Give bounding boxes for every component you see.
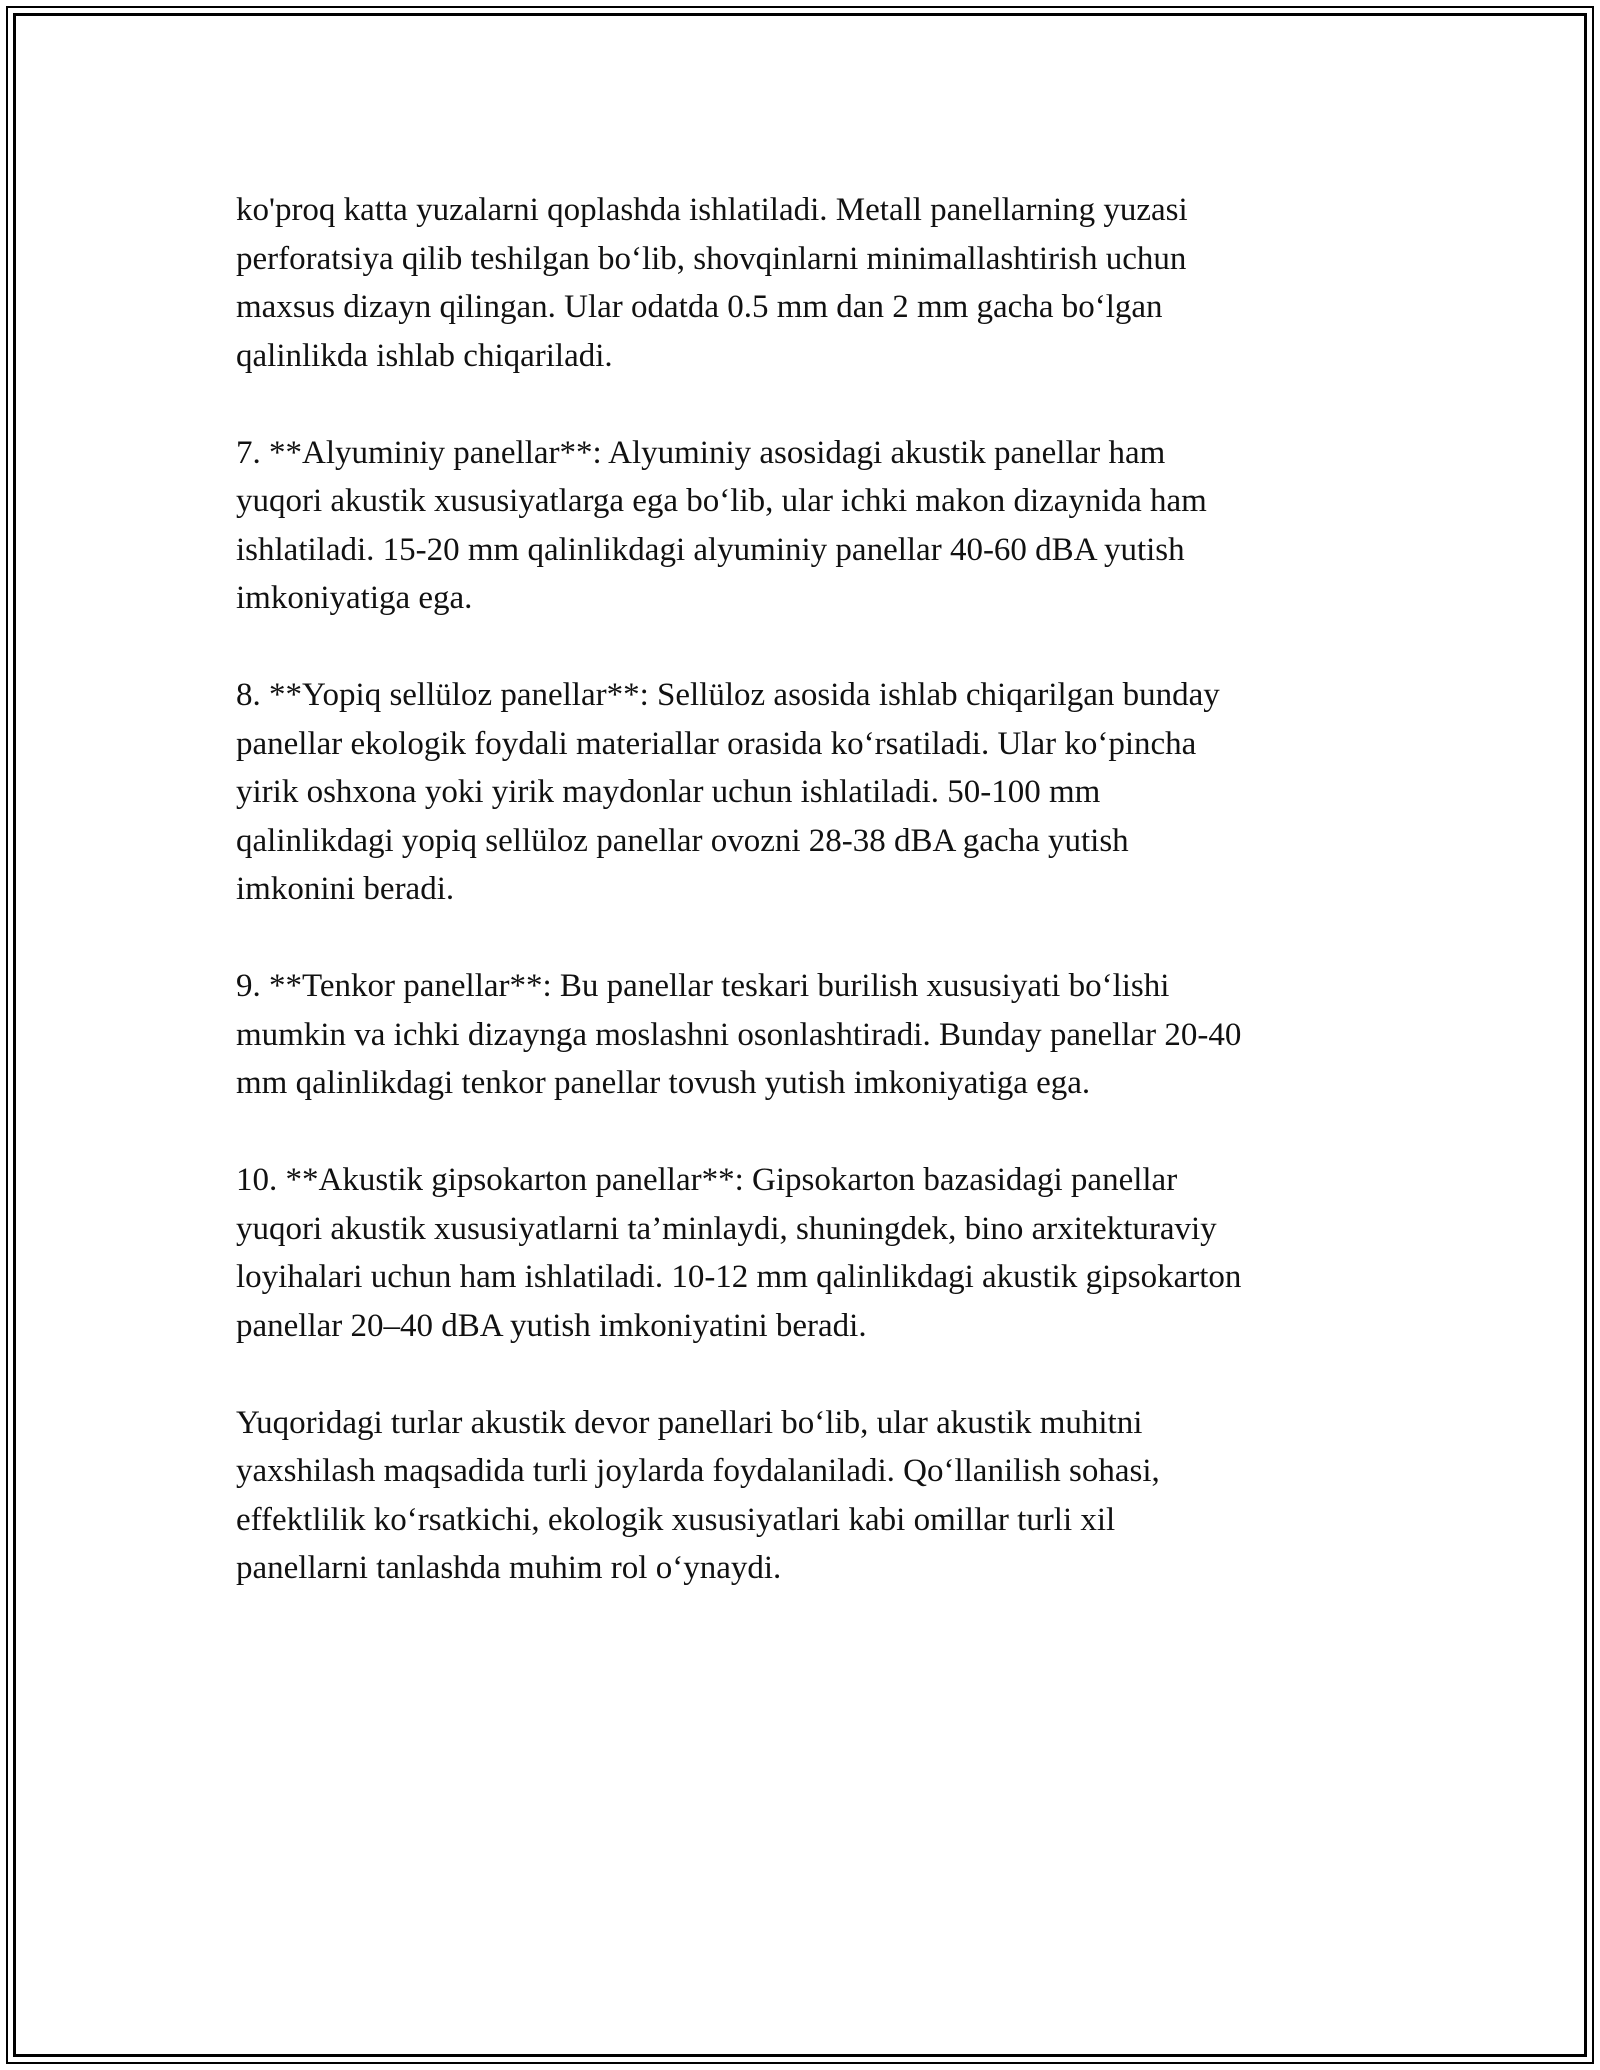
paragraph-tenkor-panels: 9. **Tenkor panellar**: Bu panellar teskari burilish xususiyati bo‘lishi mumkin va ichki dizaynga moslashni osonlashtiradi. Bunday panellar 20-40 mm qalinlikdagi tenkor panellar tovush yutish imkoniyatiga ega.	[236, 968, 1242, 1101]
paragraph-metal-panels-continued: ko'proq katta yuzalarni qoplashda ishlatiladi. Metall panellarning yuzasi perforatsiya qilib teshilgan bo‘lib, shovqinlarni minimallashtirish uchun maxsus dizayn qilingan. Ular odatda 0.5 mm dan 2 mm gacha bo‘lgan qalinlikda ishlab chiqariladi.	[236, 192, 1188, 374]
paragraph-aluminum-panels: 7. **Alyuminiy panellar**: Alyuminiy asosidagi akustik panellar ham yuqori akustik xususiyatlarga ega bo‘lib, ular ichki makon dizaynida ham ishlatiladi. 15-20 mm qalinlikdagi alyuminiy panellar 40-60 dBA yutish imkoniyatiga ega.	[236, 434, 1207, 616]
paragraph-conclusion: Yuqoridagi turlar akustik devor panellari bo‘lib, ular akustik muhitni yaxshilash maqsadida turli joylarda foydalaniladi. Qo‘llanilish sohasi, effektlilik ko‘rsatkichi, ekologik xususiyatlari kabi omillar turli xil panellarni tanlashda muhim rol o‘ynaydi.	[236, 1404, 1160, 1586]
paragraph-cellulose-panels: 8. **Yopiq sellüloz panellar**: Sellüloz asosida ishlab chiqarilgan bunday panellar ekologik foydali materiallar orasida ko‘rsatiladi. Ular ko‘pincha yirik oshxona yoki yirik maydonlar uchun ishlatiladi. 50-100 mm qalinlikdagi yopiq sellüloz panellar ovozni 28-38 dBA gacha yutish imkonini beradi.	[236, 677, 1220, 907]
document-body	[236, 186, 1366, 1641]
paragraph-gypsum-panels: 10. **Akustik gipsokarton panellar**: Gipsokarton bazasidagi panellar yuqori akustik xususiyatlarni ta’minlaydi, shuningdek, bino arxitekturaviy loyihalari uchun ham ishlatiladi. 10-12 mm qalinlikdagi akustik gipsokarton panellar 20–40 dBA yutish imkoniyatini beradi.	[236, 1162, 1242, 1344]
